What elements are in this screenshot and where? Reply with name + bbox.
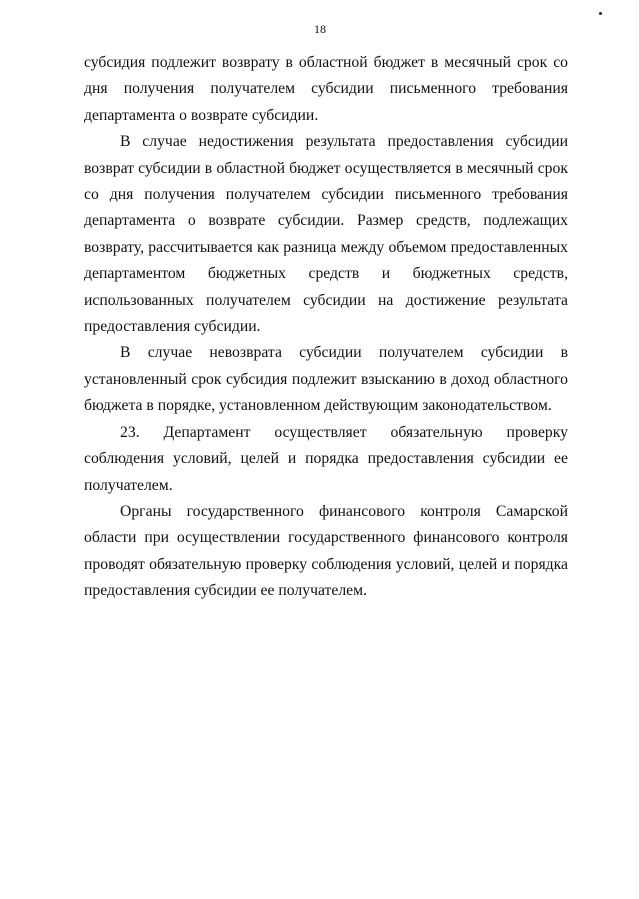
paragraph-refund-non-achievement: В случае недостижения результата предоставления субсидии возврат субсидии в областной бюджет осуществляется в месячный срок со дня получения получателем субсидии письменного требования департамента о возврате субсидии. Размер средств, подлежащих возврату, рассчитывается как разница между объемом предоставленных департаментом бюджетных средств и бюджетных средств, использованных получателем субсидии на достижение результата предоставления субсидии.: [84, 133, 568, 336]
paragraph-non-return-recovery: В случае невозврата субсидии получателем субсидии в установленный срок субсидия подлежит взысканию в доход областного бюджета в порядке, установленном действующим законодательством.: [84, 344, 568, 415]
paragraph-item-23: 23. Департамент осуществляет обязательную проверку соблюдения условий, целей и порядка предоставления субсидии ее получателем.: [84, 423, 568, 494]
page-number: 18: [314, 22, 326, 36]
scan-mark: [599, 12, 602, 15]
paragraph-continuation: субсидия подлежит возврату в областной бюджет в месячный срок со дня получения получателем субсидии письменного требования департамента о возврате субсидии.: [84, 54, 568, 124]
document-body: [84, 50, 568, 605]
paragraph-financial-control: Органы государственного финансового контроля Самарской области при осуществлении государственного финансового контроля проводят обязательную проверку соблюдения условий, целей и порядка предоставления субсидии ее получателем.: [84, 502, 568, 600]
